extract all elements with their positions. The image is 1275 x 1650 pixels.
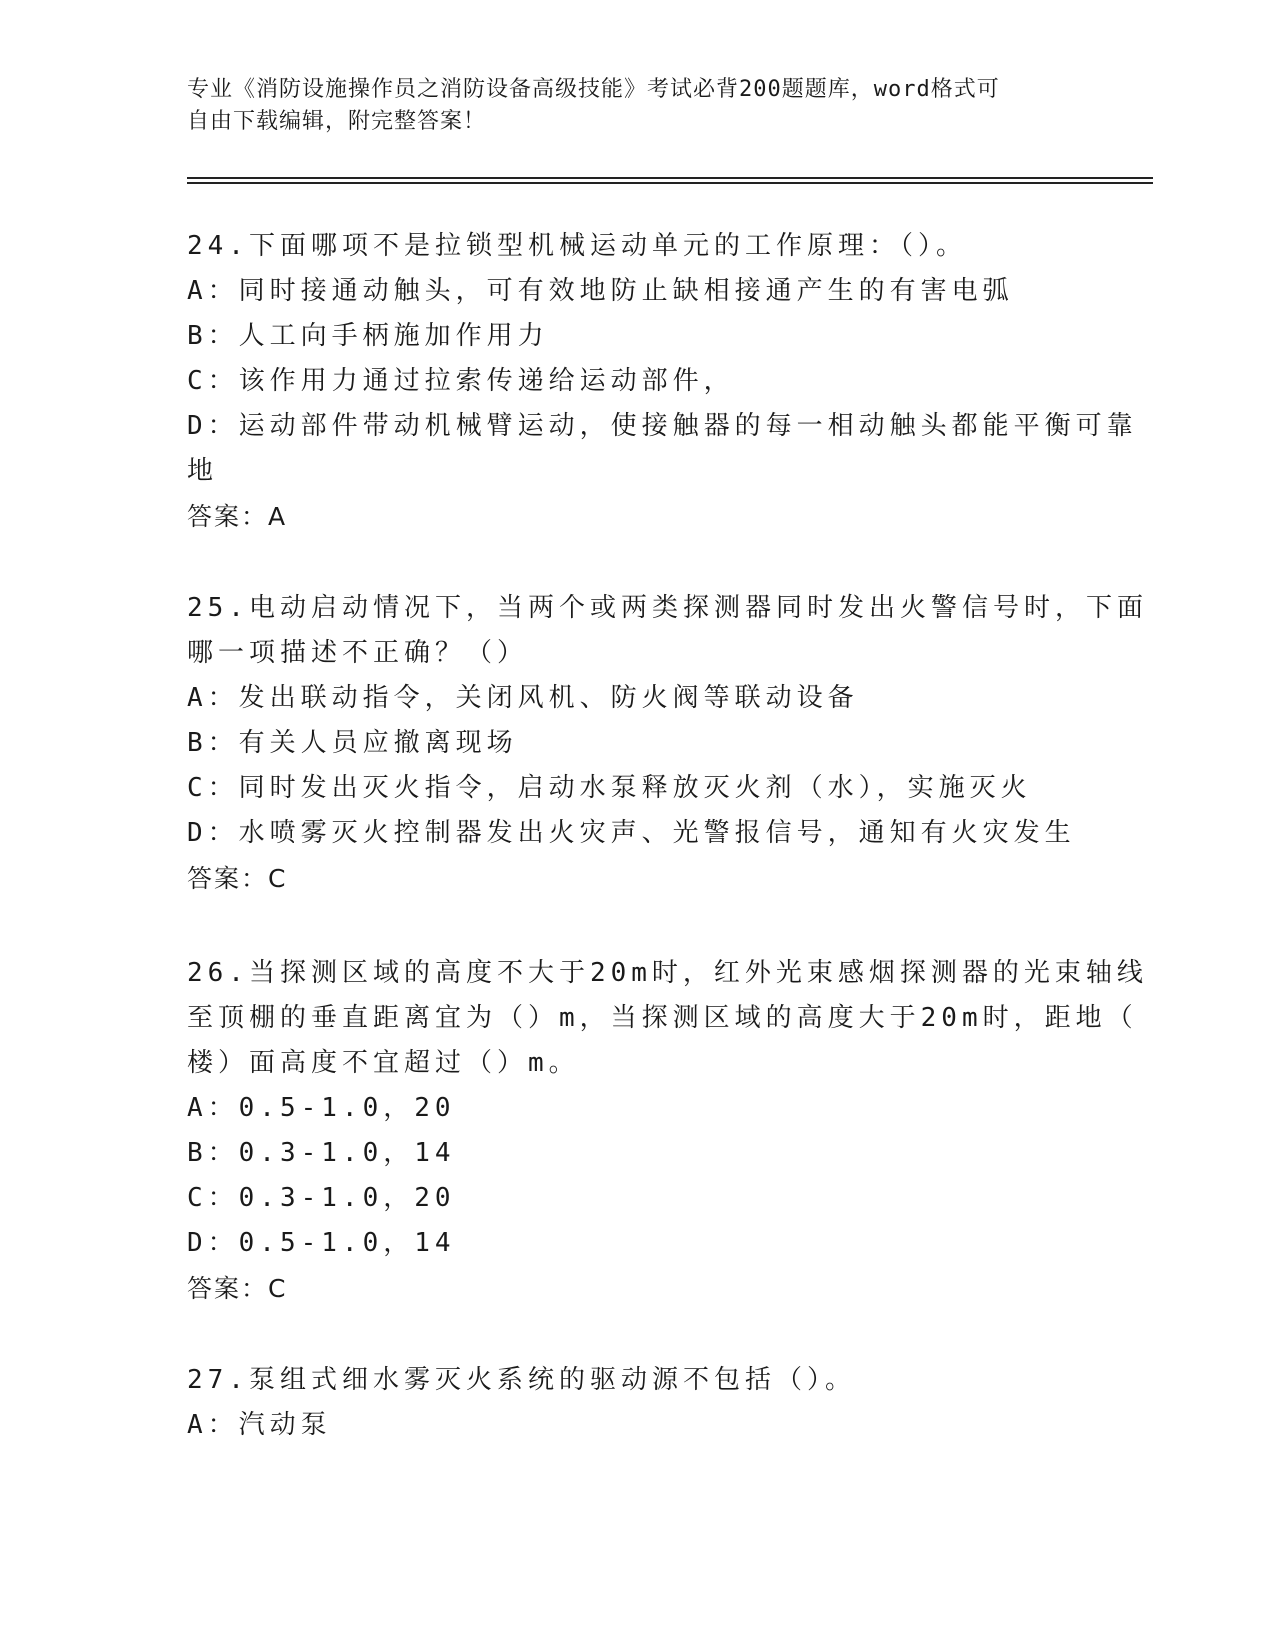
question-text: 26.当探测区域的高度不大于20m时，红外光束感烟探测器的光束轴线	[187, 958, 1148, 988]
answer: 答案：C	[187, 1274, 288, 1303]
question-text: 24.下面哪项不是拉锁型机械运动单元的工作原理：（）。	[187, 231, 967, 261]
option-a: A：0.5-1.0，20	[187, 1093, 456, 1123]
header-line-2: 自由下载编辑，附完整答案！	[187, 109, 487, 134]
option-a: A：同时接通动触头，可有效地防止缺相接通产生的有害电弧	[187, 276, 1014, 306]
header-divider-bottom	[187, 182, 1153, 184]
option-b: B：0.3-1.0，14	[187, 1138, 456, 1168]
option-c: C：同时发出灭火指令，启动水泵释放灭火剂（水），实施灭火	[187, 773, 1032, 803]
question-text-continuation: 哪一项描述不正确？（）	[187, 638, 529, 668]
question-text-continuation: 至顶棚的垂直距离宜为（）m，当探测区域的高度大于20m时，距地（	[187, 1003, 1138, 1033]
question-text-continuation: 楼）面高度不宜超过（）m。	[187, 1048, 580, 1078]
option-d-continuation: 地	[187, 456, 219, 486]
question-25	[187, 586, 1148, 901]
option-d: D：0.5-1.0，14	[187, 1228, 456, 1258]
option-a: A：发出联动指令，关闭风机、防火阀等联动设备	[187, 683, 859, 713]
question-27	[187, 1358, 1067, 1448]
answer: 答案：C	[187, 864, 288, 893]
option-d: D：水喷雾灭火控制器发出火灾声、光警报信号，通知有火灾发生	[187, 818, 1076, 848]
document-header	[187, 74, 1067, 138]
option-c: C：0.3-1.0，20	[187, 1183, 456, 1213]
question-text: 27.泵组式细水雾灭火系统的驱动源不包括（）。	[187, 1365, 856, 1395]
question-text: 25.电动启动情况下，当两个或两类探测器同时发出火警信号时，下面	[187, 593, 1148, 623]
header-divider-top	[187, 177, 1153, 179]
header-line-1: 专业《消防设施操作员之消防设备高级技能》考试必背200题题库，word格式可	[187, 77, 1000, 102]
option-c: C：该作用力通过拉索传递给运动部件，	[187, 366, 735, 396]
question-26	[187, 951, 1148, 1311]
option-d: D：运动部件带动机械臂运动，使接触器的每一相动触头都能平衡可靠	[187, 411, 1138, 441]
question-24	[187, 224, 1138, 539]
answer: 答案：A	[187, 502, 288, 531]
option-b: B：有关人员应撤离现场	[187, 728, 518, 758]
option-b: B：人工向手柄施加作用力	[187, 321, 549, 351]
option-a: A：汽动泵	[187, 1410, 332, 1440]
